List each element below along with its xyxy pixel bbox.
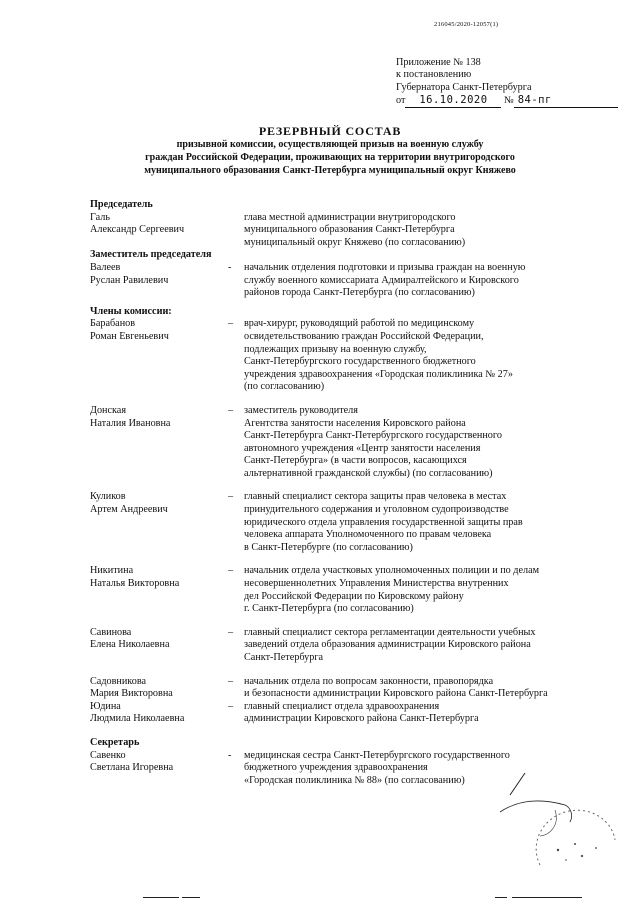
person-surname: Юдина (90, 700, 121, 712)
person-surname: Садовникова (90, 675, 147, 687)
person-name (90, 212, 222, 250)
position-line: юридического отдела управления государственной защиты прав (244, 516, 523, 528)
person-position (244, 405, 614, 481)
position-line: принудительного содержания и уголовном судопроизводстве (244, 504, 509, 516)
position-line: глава местной администрации внутригородского (244, 211, 456, 223)
person-surname: Барабанов (90, 318, 136, 330)
position-line: начальник отдела по вопросам законности, правопорядка (244, 675, 494, 687)
person-given-names: Людмила Николаевна (90, 713, 185, 725)
person-given-names: Елена Николаевна (90, 639, 170, 651)
entry-member (90, 701, 620, 726)
person-position (244, 565, 614, 615)
entry-dash: - (228, 261, 232, 273)
person-name (90, 627, 222, 665)
person-given-names: Александр Сергеевич (90, 224, 185, 236)
entry-member (90, 318, 620, 394)
position-line: главный специалист отдела здравоохранения (244, 700, 440, 712)
stamp-mark (520, 800, 620, 870)
person-name (90, 318, 222, 394)
section-members: Члены комиссии: (90, 305, 172, 317)
entry-dash: – (228, 318, 234, 330)
person-given-names: Мария Викторовна (90, 688, 173, 700)
appendix-ref: к постановлению (396, 69, 472, 81)
page-title: РЕЗЕРВНЫЙ СОСТАВ (258, 124, 402, 138)
position-line: подлежащих призыву на военную службу, (244, 343, 427, 355)
section-chair: Председатель (90, 199, 153, 210)
appendix-number-sign: № (503, 95, 514, 107)
person-surname: Савинова (90, 626, 132, 638)
person-surname: Галь (90, 211, 110, 223)
person-name (90, 262, 222, 300)
appendix-number: Приложение № 138 (396, 57, 481, 68)
position-line: главный специалист сектора регламентации деятельности учебных (244, 626, 536, 638)
spacer (90, 554, 620, 565)
position-line: заведений отдела образования администрации Кировского района (244, 639, 531, 651)
person-name (90, 750, 222, 788)
person-name (90, 676, 222, 701)
position-line: автономного учреждения «Центр занятости населения (244, 442, 481, 454)
entry-dash: - (228, 749, 232, 761)
person-position (244, 212, 614, 250)
person-surname: Никитина (90, 565, 134, 577)
appendix-block (396, 57, 626, 108)
person-name (90, 565, 222, 615)
spacer (90, 480, 620, 491)
spacer (90, 616, 620, 627)
position-line: г. Санкт-Петербурга (по согласованию) (244, 603, 414, 615)
position-line: несовершеннолетних Управления Министерства внутренних (244, 578, 509, 590)
entry-member (90, 405, 620, 481)
position-line: медицинская сестра Санкт-Петербургского государственного (244, 749, 510, 761)
person-name (90, 405, 222, 481)
person-given-names: Руслан Равилевич (90, 274, 169, 286)
person-surname: Валеев (90, 261, 121, 273)
position-line: администрации Кировского района Санкт-Петербурга (244, 713, 479, 725)
footer-line-left (143, 897, 179, 898)
position-line: Санкт-Петербурга (244, 652, 324, 663)
appendix-from: от (396, 95, 406, 107)
person-position (244, 491, 614, 554)
position-line: службу военного комиссариата Адмиралтейского и Кировского (244, 274, 519, 286)
person-given-names: Наталия Ивановна (90, 417, 171, 429)
person-given-names: Наталья Викторовна (90, 578, 180, 590)
entry-dash: – (228, 700, 234, 712)
entry-member (90, 565, 620, 615)
entry-member (90, 627, 620, 665)
appendix-date-line (396, 94, 626, 107)
position-line: учреждения здравоохранения «Городская поликлиника № 27» (244, 368, 513, 380)
position-line: главный специалист сектора защиты прав человека в местах (244, 491, 507, 503)
spacer (90, 726, 620, 737)
person-position (244, 262, 614, 300)
position-line: врач-хирург, руководящий работой по медицинскому (244, 318, 475, 330)
footer-line-left-2 (182, 897, 200, 898)
footer-line-right-2 (512, 897, 582, 898)
entry-dash (222, 212, 244, 250)
position-line: (по согласованию) (244, 381, 325, 393)
person-name (90, 491, 222, 554)
position-line: заместитель руководителя (244, 404, 358, 416)
position-line: Санкт-Петербургского государственного бюджетного (244, 356, 476, 368)
person-surname: Куликов (90, 491, 126, 503)
person-given-names: Артем Андреевич (90, 504, 168, 516)
person-surname: Донская (90, 404, 127, 416)
position-line: муниципальный округ Княжево (по согласованию) (244, 236, 466, 248)
entry-dash: – (228, 404, 234, 416)
position-line: начальник отделения подготовки и призыва граждан на военную (244, 261, 526, 273)
entry-member (90, 676, 620, 701)
entry-dash: – (228, 626, 234, 638)
entry-dash: – (228, 491, 234, 503)
appendix-decree-number: 84-пг (514, 94, 618, 107)
position-line: альтернативной гражданской службы) (по согласованию) (244, 467, 493, 479)
heading-line-1: призывной комиссии, осуществляющей призыв на военную службу (176, 139, 484, 150)
person-position (244, 676, 614, 701)
document-id: 216045/2020-12057(1) (434, 21, 499, 28)
footer-line-right (495, 897, 507, 898)
person-given-names: Светлана Игоревна (90, 762, 174, 774)
person-position (244, 318, 614, 394)
appendix-governor: Губернатора Санкт-Петербурга (396, 81, 532, 93)
position-line: начальник отдела участковых уполномоченных полиции и по делам (244, 565, 540, 577)
section-secretary: Секретарь (90, 736, 140, 748)
position-line: в Санкт-Петербурге (по согласованию) (244, 541, 413, 553)
heading-line-3: муниципального образования Санкт-Петербурга муниципальный округ Княжево (144, 164, 516, 176)
entry-chair (90, 212, 620, 250)
entry-deputy (90, 262, 620, 300)
position-line: Агентства занятости населения Кировского района (244, 417, 466, 429)
entry-member (90, 491, 620, 554)
heading-line-2: граждан Российской Федерации, проживающих на территории внутригородского (145, 151, 515, 163)
position-line: бюджетного учреждения здравоохранения (244, 762, 428, 774)
position-line: дел Российской Федерации по Кировскому району (244, 590, 464, 602)
position-line: Санкт-Петербурга» (в части вопросов, касающихся (244, 455, 467, 467)
section-deputy: Заместитель председателя (90, 249, 212, 261)
appendix-date: 16.10.2020 (405, 94, 501, 107)
position-line: человека аппарата Уполномоченного по правам человека (244, 529, 492, 541)
position-line: Санкт-Петербурга Санкт-Петербургского государственного (244, 430, 502, 442)
entry-dash: – (228, 675, 234, 687)
person-surname: Савенко (90, 749, 126, 761)
person-position (244, 701, 614, 726)
position-line: районов города Санкт-Петербурга (по согласованию) (244, 287, 475, 299)
document-heading (60, 124, 600, 177)
person-position (244, 627, 614, 665)
position-line: «Городская поликлиника № 88» (по согласованию) (244, 774, 465, 786)
spacer (90, 394, 620, 405)
document-body (90, 199, 620, 787)
person-given-names: Роман Евгеньевич (90, 330, 169, 342)
position-line: муниципального образования Санкт-Петербурга (244, 224, 455, 236)
person-name (90, 701, 222, 726)
spacer (90, 665, 620, 676)
entry-dash: – (228, 565, 234, 577)
position-line: освидетельствованию граждан Российской Федерации, (244, 330, 484, 342)
position-line: и безопасности администрации Кировского района Санкт-Петербурга (244, 688, 548, 700)
